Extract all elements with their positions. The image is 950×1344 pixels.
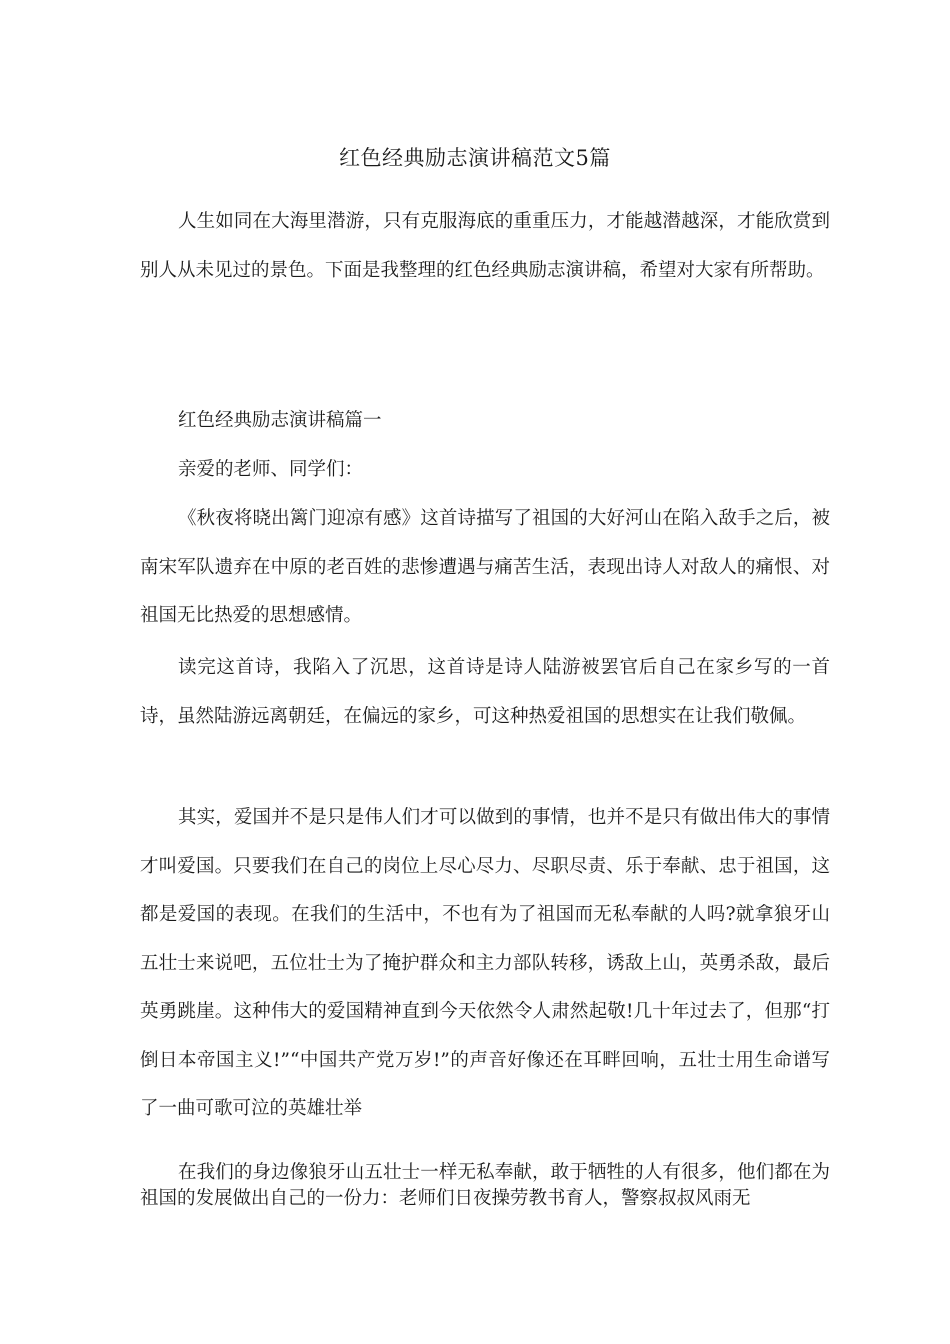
intro-paragraph: 人生如同在大海里潜游，只有克服海底的重重压力，才能越潜越深，才能欣赏到别人从未见过的景色。下面是我整理的红色经典励志演讲稿，希望对大家有所帮助。 — [140, 211, 830, 281]
salutation: 亲爱的老师、同学们： — [178, 459, 364, 480]
section-heading: 红色经典励志演讲稿篇一 — [178, 410, 382, 431]
body-paragraph-3: 其实，爱国并不是只是伟人们才可以做到的事情，也并不是只有做出伟大的事情才叫爱国。只要我们在自己的岗位上尽心尽力、尽职尽责、乐于奉献、忠于祖国，这都是爱国的表现。在我们的生活中，不也有为了祖国而无私奉献的人吗?就拿狼牙山五壮士来说吧，五位壮士为了掩护群众和主力部队转移，诱敌上山，英勇杀敌，最后英勇跳崖。这种伟大的爱国精神直到今天依然令人肃然起敬!几十年过去了，但那“打倒日本帝国主义!”“中国共产党万岁!”的声音好像还在耳畔回响，五壮士用生命谱写了一曲可歌可泣的英雄壮举 — [140, 807, 830, 1119]
body-paragraph-4: 在我们的身边像狼牙山五壮士一样无私奉献，敢于牺牲的人有很多，他们都在为祖国的发展做出自己的一份力：老师们日夜操劳教书育人，警察叔叔风雨无 — [140, 1162, 830, 1209]
document-title: 红色经典励志演讲稿范文5篇 — [339, 146, 611, 170]
body-paragraph-2: 读完这首诗，我陷入了沉思，这首诗是诗人陆游被罢官后自己在家乡写的一首诗，虽然陆游远离朝廷，在偏远的家乡，可这种热爱祖国的思想实在让我们敬佩。 — [140, 657, 830, 727]
body-paragraph-1: 《秋夜将晓出篱门迎凉有感》这首诗描写了祖国的大好河山在陷入敌手之后，被南宋军队遗弃在中原的老百姓的悲惨遭遇与痛苦生活，表现出诗人对敌人的痛恨、对祖国无比热爱的思想感情。 — [140, 508, 830, 626]
